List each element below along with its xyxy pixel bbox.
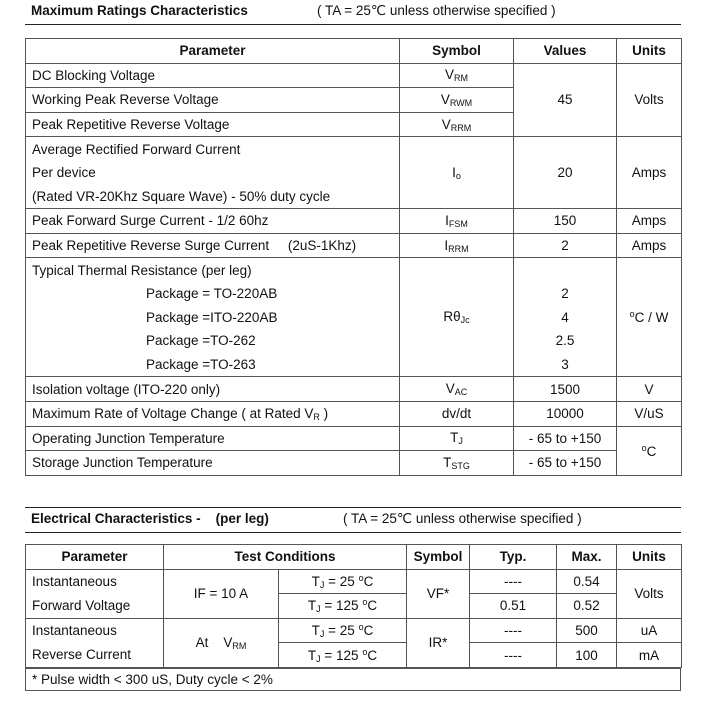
vf-tj25: $T_J = 25$ $^o$C (279, 569, 407, 594)
table-row (26, 329, 682, 353)
value-th4: 3 (514, 353, 617, 377)
value-tstg: - 65 to +150 (514, 451, 617, 476)
table-row (26, 137, 682, 161)
symbol-io: $I_o$ (400, 137, 514, 209)
symbol-vrrm: $V_{RRM}$ (400, 112, 514, 137)
vf-max-25: 0.54 (557, 569, 617, 594)
value-th3: 2.5 (514, 329, 617, 353)
param-avg-rect: Average Rectified Forward Current (26, 137, 400, 161)
ir-condition: At $V_{RM}$ (164, 618, 279, 667)
ir-param-line2: Reverse Current (26, 643, 164, 668)
electrical-title: Electrical Characteristics - (per leg) (31, 511, 269, 526)
table-row (26, 426, 682, 451)
param-surge: Peak Forward Surge Current - 1/2 60hz (26, 209, 400, 234)
param-per-device: Per device (26, 161, 400, 185)
col-header-max: Max. (557, 545, 617, 570)
value-dvdt: 10000 (514, 401, 617, 426)
vf-param-line2: Forward Voltage (26, 594, 164, 619)
max-ratings-condition: ( TA = 25℃ unless otherwise specified ) (317, 3, 556, 18)
max-ratings-table (25, 38, 682, 476)
param-dc-blocking: DC Blocking Voltage (26, 63, 400, 88)
param-pkg4: Package =TO-263 (26, 353, 400, 377)
value-th1: 2 (514, 282, 617, 306)
param-pkg2: Package =ITO-220AB (26, 306, 400, 330)
vf-typ-125: 0.51 (470, 594, 557, 619)
value-ifsm: 150 (514, 209, 617, 234)
param-working-peak: Working Peak Reverse Voltage (26, 88, 400, 113)
table-row (26, 618, 682, 643)
unit-irrm: Amps (617, 233, 682, 258)
table-row (26, 643, 682, 668)
table-row (26, 377, 682, 402)
table-row (26, 401, 682, 426)
table-row (26, 258, 682, 282)
footnote-text: * Pulse width < 300 uS, Duty cycle < 2% (32, 672, 273, 687)
vf-typ-25: ---- (470, 569, 557, 594)
col-header-symbol: Symbol (407, 545, 470, 570)
param-isolation: Isolation voltage (ITO-220 only) (26, 377, 400, 402)
symbol-rth: $R\theta_{Jc}$ (400, 258, 514, 377)
param-rated: (Rated VR-20Khz Square Wave) - 50% duty cycle (26, 185, 400, 209)
col-header-values: Values (514, 39, 617, 64)
symbol-dvdt: dv/dt (400, 401, 514, 426)
param-pkg3: Package =TO-262 (26, 329, 400, 353)
table-row (26, 233, 682, 258)
col-header-symbol: Symbol (400, 39, 514, 64)
param-stg-temp: Storage Junction Temperature (26, 451, 400, 476)
ir-tj125: $T_J = 125$ $^o$C (279, 643, 407, 668)
footnote (25, 668, 681, 691)
symbol-tj: $T_J$ (400, 426, 514, 451)
param-thermal: Typical Thermal Resistance (per leg) (26, 258, 400, 282)
ir-param-line1: Instantaneous (26, 618, 164, 643)
unit-vac: V (617, 377, 682, 402)
vf-param-line1: Instantaneous (26, 569, 164, 594)
param-pkg1: Package = TO-220AB (26, 282, 400, 306)
col-header-typ: Typ. (470, 545, 557, 570)
vf-tj125: $T_J = 125$ $^o$C (279, 594, 407, 619)
value-voltage: 45 (514, 63, 617, 137)
vf-unit: Volts (617, 569, 682, 618)
symbol-irrm: $I_{RRM}$ (400, 233, 514, 258)
value-tj: - 65 to +150 (514, 426, 617, 451)
ir-typ-125: ---- (470, 643, 557, 668)
unit-ifsm: Amps (617, 209, 682, 234)
electrical-condition: ( TA = 25℃ unless otherwise specified ) (343, 511, 582, 526)
param-rev-surge: Peak Repetitive Reverse Surge Current (2uS-1Khz) (26, 233, 400, 258)
unit-thermal: $^o$C / W (617, 258, 682, 377)
ir-max-25: 500 (557, 618, 617, 643)
table-row (26, 594, 682, 619)
unit-temp: $^o$C (617, 426, 682, 475)
ir-typ-25: ---- (470, 618, 557, 643)
table-row (26, 306, 682, 330)
col-header-units: Units (617, 39, 682, 64)
value-io: 20 (514, 137, 617, 209)
unit-voltage: Volts (617, 63, 682, 137)
table-row (26, 353, 682, 377)
ir-unit-25: uA (617, 618, 682, 643)
symbol-ifsm: $I_{FSM}$ (400, 209, 514, 234)
value-vac: 1500 (514, 377, 617, 402)
col-header-parameter: Parameter (26, 545, 164, 570)
symbol-vrwm: $V_{RWM}$ (400, 88, 514, 113)
col-header-test-conditions: Test Conditions (164, 545, 407, 570)
vf-symbol: VF* (407, 569, 470, 618)
table-row (26, 63, 682, 88)
table-header-row (26, 39, 682, 64)
col-header-parameter: Parameter (26, 39, 400, 64)
table-row (26, 282, 682, 306)
max-ratings-title: Maximum Ratings Characteristics (31, 3, 248, 18)
value-th2: 4 (514, 306, 617, 330)
vf-condition: IF = 10 A (164, 569, 279, 618)
vf-max-125: 0.52 (557, 594, 617, 619)
max-ratings-header (25, 0, 681, 25)
symbol-vac: $V_{AC}$ (400, 377, 514, 402)
table-row (26, 451, 682, 476)
param-op-temp: Operating Junction Temperature (26, 426, 400, 451)
electrical-table (25, 544, 682, 668)
ir-max-125: 100 (557, 643, 617, 668)
table-row (26, 569, 682, 594)
param-peak-rep-rev: Peak Repetitive Reverse Voltage (26, 112, 400, 137)
col-header-units: Units (617, 545, 682, 570)
value-thermal-blank (514, 258, 617, 282)
table-header-row (26, 545, 682, 570)
electrical-header (25, 507, 681, 533)
param-dvdt: Maximum Rate of Voltage Change ( at Rated $V_R$ ) (26, 401, 400, 426)
table-row (26, 209, 682, 234)
value-irrm: 2 (514, 233, 617, 258)
unit-io: Amps (617, 137, 682, 209)
symbol-tstg: $T_{STG}$ (400, 451, 514, 476)
ir-tj25: $T_J = 25$ $^o$C (279, 618, 407, 643)
ir-unit-125: mA (617, 643, 682, 668)
unit-dvdt: V/uS (617, 401, 682, 426)
ir-symbol: IR* (407, 618, 470, 667)
symbol-vrm: $V_{RM}$ (400, 63, 514, 88)
